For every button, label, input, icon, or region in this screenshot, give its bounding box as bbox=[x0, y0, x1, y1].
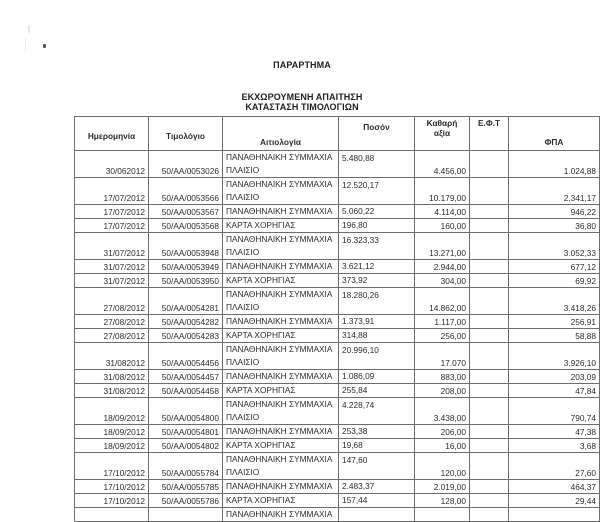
table-row bbox=[75, 260, 600, 274]
cell-eft bbox=[470, 329, 509, 343]
cell-eft bbox=[470, 288, 509, 315]
cell-description bbox=[223, 370, 339, 384]
description-line-1: ΠΑΝΑΘΗΝΑΙΚΗ ΣΥΜΜΑΧΙΑ bbox=[226, 234, 333, 244]
cell-invoice: 50/ΑΑ/0053950 bbox=[149, 274, 223, 288]
cell-description bbox=[223, 329, 339, 343]
table-row bbox=[75, 508, 600, 522]
table-row bbox=[75, 274, 600, 288]
cell-date: 17/10/2012 bbox=[75, 453, 149, 480]
cell-invoice: 50/ΑΑ/0054281 bbox=[149, 288, 223, 315]
cell-invoice: 50/ΑΑ/0055786 bbox=[149, 494, 223, 508]
cell-amount: 314,88 bbox=[339, 329, 415, 343]
table-row bbox=[75, 494, 600, 508]
table-row bbox=[75, 178, 600, 205]
cell-invoice: 50/ΑΑ/0054282 bbox=[149, 315, 223, 329]
cell-eft bbox=[470, 178, 509, 205]
cell-net-value: 128,00 bbox=[415, 494, 470, 508]
description-line-1: ΠΑΝΑΘΗΝΑΙΚΗ ΣΥΜΜΑΧΙΑ bbox=[226, 316, 333, 326]
cell-eft bbox=[470, 260, 509, 274]
cell-eft bbox=[470, 508, 509, 522]
table-row bbox=[75, 480, 600, 494]
cell-date: 31/07/2012 bbox=[75, 233, 149, 260]
cell-vat: 2.341,17 bbox=[509, 178, 600, 205]
header-invoice: Τιμολόγιο bbox=[149, 117, 223, 151]
cell-invoice: 50/ΑΑ/0054802 bbox=[149, 439, 223, 453]
annex-title: ΠΑΡΑΡΤΗΜΑ bbox=[273, 60, 331, 70]
cell-description bbox=[223, 205, 339, 219]
cell-amount: 2.483,37 bbox=[339, 480, 415, 494]
cell-date: 27/08/2012 bbox=[75, 288, 149, 315]
description-line-1: ΠΑΝΑΘΗΝΑΙΚΗ ΣΥΜΜΑΧΙΑ bbox=[226, 426, 333, 436]
cell-eft bbox=[470, 480, 509, 494]
cell-date bbox=[75, 508, 149, 522]
description-line-1: ΠΑΝΑΘΗΝΑΙΚΗ ΣΥΜΜΑΧΙΑ bbox=[226, 481, 333, 491]
cell-amount: 3.621,12 bbox=[339, 260, 415, 274]
cell-vat: 3,68 bbox=[509, 439, 600, 453]
cell-date: 18/09/2012 bbox=[75, 439, 149, 453]
cell-vat: 677,12 bbox=[509, 260, 600, 274]
cell-net-value: 160,00 bbox=[415, 219, 470, 233]
table-row bbox=[75, 315, 600, 329]
cell-date: 31/082012 bbox=[75, 343, 149, 370]
cell-vat: 256,91 bbox=[509, 315, 600, 329]
cell-description bbox=[223, 494, 339, 508]
table-row bbox=[75, 343, 600, 370]
subtitle-line-1: ΕΚΧΩΡΟΥΜΕΝΗ ΑΠΑΙΤΗΣΗ bbox=[241, 92, 363, 102]
cell-net-value: 16,00 bbox=[415, 439, 470, 453]
cell-net-value: 14.862,00 bbox=[415, 288, 470, 315]
cell-invoice: 50/ΑΑ/0053568 bbox=[149, 219, 223, 233]
cell-amount: 253,38 bbox=[339, 425, 415, 439]
description-line-1: ΚΑΡΤΑ ΧΟΡΗΓΙΑΣ bbox=[226, 220, 296, 230]
description-line-1: ΚΑΡΤΑ ΧΟΡΗΓΙΑΣ bbox=[226, 385, 296, 395]
description-line-2: ΠΛΑΙΣΙΟ bbox=[226, 247, 260, 257]
table-row bbox=[75, 425, 600, 439]
cell-amount: 157,44 bbox=[339, 494, 415, 508]
cell-date: 31/08/2012 bbox=[75, 370, 149, 384]
cell-description bbox=[223, 343, 339, 370]
cell-eft bbox=[470, 233, 509, 260]
cell-vat: 58,88 bbox=[509, 329, 600, 343]
cell-date: 31/07/2012 bbox=[75, 260, 149, 274]
cell-invoice: 50/ΑΑ/0055785 bbox=[149, 480, 223, 494]
cell-vat: 36,80 bbox=[509, 219, 600, 233]
cell-amount: 196,80 bbox=[339, 219, 415, 233]
cell-amount: 5.480,88 bbox=[339, 151, 415, 178]
cell-eft bbox=[470, 343, 509, 370]
cell-amount: 147,60 bbox=[339, 453, 415, 480]
cell-date: 17/10/2012 bbox=[75, 494, 149, 508]
cell-eft bbox=[470, 219, 509, 233]
scan-speck bbox=[25, 38, 26, 52]
cell-amount: 18.280,26 bbox=[339, 288, 415, 315]
cell-net-value: 1.117,00 bbox=[415, 315, 470, 329]
header-net-value: Καθαρή αξία bbox=[415, 117, 470, 151]
cell-date: 17/10/2012 bbox=[75, 480, 149, 494]
description-line-1: ΠΑΝΑΘΗΝΑΙΚΗ ΣΥΜΜΑΧΙΑ bbox=[226, 152, 333, 162]
cell-vat: 27,60 bbox=[509, 453, 600, 480]
cell-amount: 4.228,74 bbox=[339, 398, 415, 425]
cell-amount: 1.086,09 bbox=[339, 370, 415, 384]
description-line-1: ΚΑΡΤΑ ΧΟΡΗΓΙΑΣ bbox=[226, 495, 296, 505]
cell-description bbox=[223, 384, 339, 398]
subtitle-line-2: ΚΑΤΑΣΤΑΣΗ ΤΙΜΟΛΟΓΙΩΝ bbox=[245, 102, 359, 112]
table-row bbox=[75, 233, 600, 260]
table-row bbox=[75, 219, 600, 233]
cell-date: 17/07/2012 bbox=[75, 205, 149, 219]
cell-invoice: 50/ΑΑ/0053948 bbox=[149, 233, 223, 260]
cell-date: 18/09/2012 bbox=[75, 398, 149, 425]
cell-net-value bbox=[415, 508, 470, 522]
scan-speck bbox=[43, 44, 46, 48]
cell-date: 31/07/2012 bbox=[75, 274, 149, 288]
cell-description bbox=[223, 508, 339, 522]
description-line-1: ΚΑΡΤΑ ΧΟΡΗΓΙΑΣ bbox=[226, 440, 296, 450]
table-row bbox=[75, 151, 600, 178]
cell-description bbox=[223, 480, 339, 494]
cell-description bbox=[223, 288, 339, 315]
cell-date: 31/08/2012 bbox=[75, 384, 149, 398]
cell-eft bbox=[470, 494, 509, 508]
cell-description bbox=[223, 425, 339, 439]
cell-vat: 1.024,88 bbox=[509, 151, 600, 178]
description-line-1: ΚΑΡΤΑ ΧΟΡΗΓΙΑΣ bbox=[226, 330, 296, 340]
cell-eft bbox=[470, 384, 509, 398]
cell-amount: 16.323,33 bbox=[339, 233, 415, 260]
description-line-1: ΠΑΝΑΘΗΝΑΙΚΗ ΣΥΜΜΑΧΙΑ bbox=[226, 371, 333, 381]
cell-net-value: 256,00 bbox=[415, 329, 470, 343]
header-vat: ΦΠΑ bbox=[509, 117, 600, 151]
cell-eft bbox=[470, 151, 509, 178]
cell-net-value: 2.019,00 bbox=[415, 480, 470, 494]
cell-vat bbox=[509, 508, 600, 522]
cell-invoice: 50/ΑΑ/0055784 bbox=[149, 453, 223, 480]
cell-amount: 20.996,10 bbox=[339, 343, 415, 370]
cell-invoice: 50/ΑΑ/0054458 bbox=[149, 384, 223, 398]
cell-date: 18/09/2012 bbox=[75, 425, 149, 439]
header-description: Αιτιολογία bbox=[223, 117, 339, 151]
cell-amount bbox=[339, 508, 415, 522]
description-line-1: ΠΑΝΑΘΗΝΑΙΚΗ ΣΥΜΜΑΧΙΑ bbox=[226, 289, 333, 299]
cell-description bbox=[223, 398, 339, 425]
cell-description bbox=[223, 233, 339, 260]
header-eft: Ε.Φ.Τ bbox=[470, 117, 509, 151]
cell-vat: 3.418,26 bbox=[509, 288, 600, 315]
cell-amount: 1.373,91 bbox=[339, 315, 415, 329]
description-line-2: ΠΛΑΙΣΙΟ bbox=[226, 192, 260, 202]
table-row bbox=[75, 329, 600, 343]
description-line-2: ΠΛΑΙΣΙΟ bbox=[226, 302, 260, 312]
cell-invoice: 50/ΑΑ/0053026 bbox=[149, 151, 223, 178]
cell-invoice: 50/ΑΑ/0053949 bbox=[149, 260, 223, 274]
cell-invoice: 50/ΑΑ/0053567 bbox=[149, 205, 223, 219]
cell-date: 30/062012 bbox=[75, 151, 149, 178]
header-date: Ημερομηνία bbox=[75, 117, 149, 151]
cell-date: 17/07/2012 bbox=[75, 219, 149, 233]
cell-net-value: 3.438,00 bbox=[415, 398, 470, 425]
description-line-1: ΠΑΝΑΘΗΝΑΙΚΗ ΣΥΜΜΑΧΙΑ bbox=[226, 454, 333, 464]
description-line-1: ΠΑΝΑΘΗΝΑΙΚΗ ΣΥΜΜΑΧΙΑ bbox=[226, 261, 333, 271]
cell-vat: 29,44 bbox=[509, 494, 600, 508]
description-line-1: ΠΑΝΑΘΗΝΑΙΚΗ ΣΥΜΜΑΧΙΑ bbox=[226, 509, 333, 519]
cell-invoice: 50/ΑΑ/0054801 bbox=[149, 425, 223, 439]
cell-description bbox=[223, 439, 339, 453]
table-row bbox=[75, 453, 600, 480]
cell-vat: 790,74 bbox=[509, 398, 600, 425]
cell-eft bbox=[470, 370, 509, 384]
table-header-row bbox=[75, 117, 600, 151]
cell-net-value: 883,00 bbox=[415, 370, 470, 384]
cell-description bbox=[223, 219, 339, 233]
description-line-1: ΠΑΝΑΘΗΝΑΙΚΗ ΣΥΜΜΑΧΙΑ bbox=[226, 206, 333, 216]
cell-vat: 47,84 bbox=[509, 384, 600, 398]
description-line-1: ΠΑΝΑΘΗΝΑΙΚΗ ΣΥΜΜΑΧΙΑ bbox=[226, 344, 333, 354]
cell-eft bbox=[470, 439, 509, 453]
cell-date: 27/08/2012 bbox=[75, 315, 149, 329]
cell-amount: 373,92 bbox=[339, 274, 415, 288]
cell-net-value: 120,00 bbox=[415, 453, 470, 480]
description-line-1: ΠΑΝΑΘΗΝΑΙΚΗ ΣΥΜΜΑΧΙΑ bbox=[226, 399, 333, 409]
cell-eft bbox=[470, 274, 509, 288]
table-row bbox=[75, 384, 600, 398]
cell-vat: 69,92 bbox=[509, 274, 600, 288]
description-line-2: ΠΛΑΙΣΙΟ bbox=[226, 412, 260, 422]
cell-invoice: 50/ΑΑ/0054456 bbox=[149, 343, 223, 370]
cell-description bbox=[223, 178, 339, 205]
table-row bbox=[75, 398, 600, 425]
cell-net-value: 2.944,00 bbox=[415, 260, 470, 274]
cell-date: 27/08/2012 bbox=[75, 329, 149, 343]
cell-net-value: 304,00 bbox=[415, 274, 470, 288]
description-line-2: ΠΛΑΙΣΙΟ bbox=[226, 357, 260, 367]
cell-net-value: 13.271,00 bbox=[415, 233, 470, 260]
cell-net-value: 10.179,00 bbox=[415, 178, 470, 205]
cell-description bbox=[223, 315, 339, 329]
cell-date: 17/07/2012 bbox=[75, 178, 149, 205]
cell-vat: 47,38 bbox=[509, 425, 600, 439]
cell-net-value: 206,00 bbox=[415, 425, 470, 439]
header-amount: Ποσόν bbox=[339, 117, 415, 151]
cell-amount: 12.520,17 bbox=[339, 178, 415, 205]
cell-invoice: 50/ΑΑ/0054283 bbox=[149, 329, 223, 343]
cell-eft bbox=[470, 205, 509, 219]
invoice-table bbox=[74, 116, 600, 522]
cell-vat: 464,37 bbox=[509, 480, 600, 494]
cell-vat: 3.052,33 bbox=[509, 233, 600, 260]
cell-description bbox=[223, 260, 339, 274]
cell-vat: 946,22 bbox=[509, 205, 600, 219]
cell-net-value: 4.456,00 bbox=[415, 151, 470, 178]
cell-eft bbox=[470, 453, 509, 480]
cell-net-value: 4.114,00 bbox=[415, 205, 470, 219]
cell-description bbox=[223, 151, 339, 178]
table-row bbox=[75, 370, 600, 384]
description-line-1: ΚΑΡΤΑ ΧΟΡΗΓΙΑΣ bbox=[226, 275, 296, 285]
cell-vat: 3.926,10 bbox=[509, 343, 600, 370]
cell-description bbox=[223, 274, 339, 288]
description-line-2: ΠΛΑΙΣΙΟ bbox=[226, 165, 260, 175]
cell-invoice: 50/ΑΑ/0054800 bbox=[149, 398, 223, 425]
cell-net-value: 17.070 bbox=[415, 343, 470, 370]
cell-invoice: 50/ΑΑ/0054457 bbox=[149, 370, 223, 384]
scan-speck bbox=[28, 25, 30, 33]
cell-amount: 255,84 bbox=[339, 384, 415, 398]
table-row bbox=[75, 205, 600, 219]
table-row bbox=[75, 439, 600, 453]
table-row bbox=[75, 288, 600, 315]
cell-net-value: 208,00 bbox=[415, 384, 470, 398]
cell-eft bbox=[470, 398, 509, 425]
cell-eft bbox=[470, 315, 509, 329]
cell-invoice bbox=[149, 508, 223, 522]
cell-description bbox=[223, 453, 339, 480]
cell-eft bbox=[470, 425, 509, 439]
description-line-2: ΠΛΑΙΣΙΟ bbox=[226, 467, 260, 477]
cell-invoice: 50/ΑΑ/0053566 bbox=[149, 178, 223, 205]
description-line-1: ΠΑΝΑΘΗΝΑΙΚΗ ΣΥΜΜΑΧΙΑ bbox=[226, 179, 333, 189]
cell-amount: 19,68 bbox=[339, 439, 415, 453]
cell-vat: 203,09 bbox=[509, 370, 600, 384]
cell-amount: 5.060,22 bbox=[339, 205, 415, 219]
